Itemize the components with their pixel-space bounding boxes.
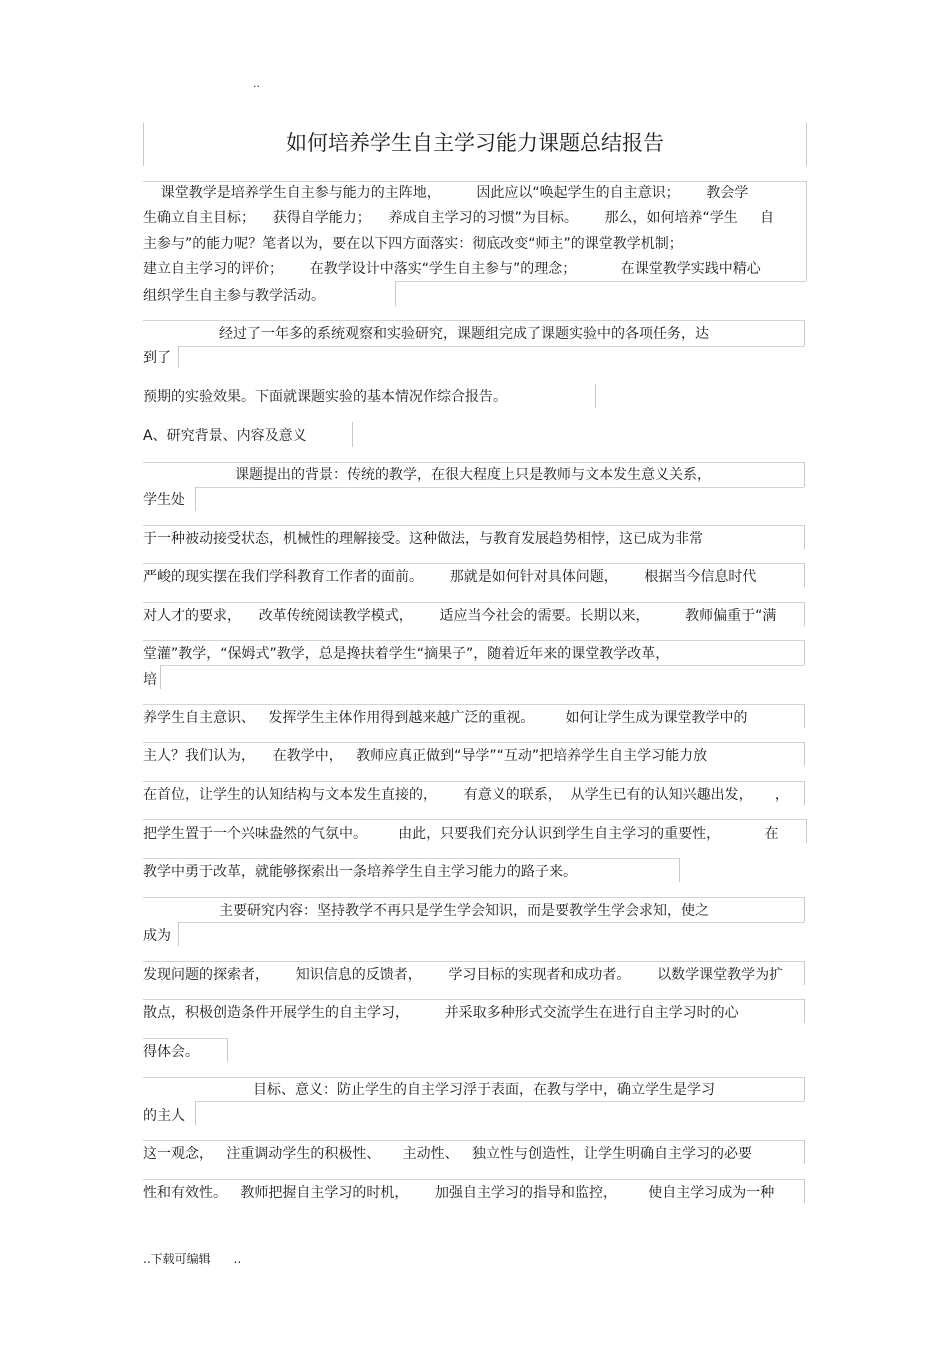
intro-line: 组织学生自主参与教学活动。 — [143, 288, 325, 304]
p3-line-rule — [143, 742, 804, 743]
p3-line-rule — [143, 563, 804, 564]
paragraph-4-line: 主要研究内容：坚持教学不再只是学生学会知识，而是要教学生学会求知，使之 — [219, 903, 709, 919]
section-heading-a: A、研究背景、内容及意义 — [143, 428, 307, 444]
paragraph-4-line: 发现问题的探索者， 知识信息的反馈者， 学习目标的实现者和成功者。 以数学课堂教学为扩 — [143, 967, 784, 983]
p3-line-right-rule — [804, 602, 805, 626]
intro-top-rule — [143, 181, 806, 182]
p3-line-left-rule — [160, 665, 161, 689]
p3-line-right-rule — [806, 819, 807, 843]
p3-line-rule — [143, 640, 804, 641]
intro-line: 课堂教学是培养学生自主参与能力的主阵地， 因此应以“唤起学生的自主意识； 教会学 — [143, 185, 749, 201]
p5-right-rule — [804, 1077, 805, 1101]
paragraph-3-line: 对人才的要求， 改革传统阅读教学模式， 适应当今社会的需要。长期以来， 教师偏重于“满 — [143, 608, 777, 624]
paragraph-3-line: 课题提出的背景：传统的教学，在很大程度上只是教师与文本发生意义关系， — [235, 467, 711, 483]
p3-line-right-rule — [679, 858, 680, 882]
paragraph-2-line: 到了 — [143, 350, 171, 366]
p3-line-right-rule — [804, 525, 805, 549]
p4-line-right-rule — [804, 999, 805, 1023]
paragraph-5-line: 的主人 — [143, 1108, 185, 1124]
paragraph-5-line: 目标、意义：防止学生的自主学习浮于表面，在教与学中，确立学生是学习 — [253, 1082, 715, 1098]
p5-mid-rule — [195, 1101, 804, 1102]
header-marker: .. — [253, 77, 260, 90]
p3-line-rule — [143, 525, 804, 526]
p3-top-rule — [143, 462, 804, 463]
paragraph-3-line: 培 — [143, 672, 157, 688]
paragraph-3-line: 养学生自主意识、 发挥学生主体作用得到越来越广泛的重视。 如何让学生成为课堂教学中的 — [143, 710, 748, 726]
p4-line-right-rule — [804, 961, 805, 985]
intro-line: 主参与”的能力呢？笔者以为，要在以下四方面落实：彻底改变“师主”的课堂教学机制； — [143, 236, 683, 252]
footer-note: ..下载可编辑 .. — [143, 1252, 242, 1266]
p5-line-right-rule — [804, 1140, 805, 1164]
p3-mid-rule — [195, 487, 804, 488]
paragraph-3-line: 于一种被动接受状态，机械性的理解接受。这种做法，与教育发展趋势相悖，这已成为非常 — [143, 531, 703, 547]
paragraph-3-line: 主人？我们认为， 在教学中， 教师应真正做到“导学”“互动”把培养学生自主学习能力放 — [143, 748, 708, 764]
paragraph-4-line: 成为 — [143, 928, 171, 944]
paragraph-3-line: 把学生置于一个兴味盎然的气氛中。 由此，只要我们充分认识到学生自主学习的重要性， 在 — [143, 826, 779, 842]
p4-top-rule — [143, 897, 804, 898]
p3-line-rule — [143, 858, 679, 859]
p3-line-right-rule — [804, 742, 805, 766]
p5-top-rule — [143, 1077, 804, 1078]
p3-line-rule — [143, 819, 806, 820]
paragraph-3-line: 堂灌”教学，“保姆式”教学，总是搀扶着学生“摘果子”，随着近年来的课堂教学改革， — [143, 646, 670, 662]
paragraph-5-line: 这一观念， 注重调动学生的积极性、 主动性、 独立性与创造性，让学生明确自主学习的必要 — [143, 1146, 752, 1162]
p3-line-right-rule — [804, 781, 805, 805]
p4-line-rule — [143, 999, 804, 1000]
p2-top-rule — [143, 320, 804, 321]
p3-right-rule — [804, 462, 805, 487]
p3-mid-left-rule — [195, 487, 196, 511]
p2-right-rule — [804, 320, 805, 346]
intro-bottom-rule — [395, 281, 806, 282]
p5-line-rule — [143, 1140, 804, 1141]
paragraph-4-line: 得体会。 — [143, 1044, 199, 1060]
document-title: 如何培养学生自主学习能力课题总结报告 — [286, 131, 664, 155]
p3-line-rule — [160, 665, 804, 666]
intro-line: 建立自主学习的评价； 在教学设计中落实“学生自主参与”的理念； 在课堂教学实践中精心 — [143, 261, 761, 277]
paragraph-3-line: 在首位，让学生的认知结构与文本发生直接的， 有意义的联系， 从学生已有的认知兴趣出发， ， — [143, 787, 789, 803]
paragraph-5-line: 性和有效性。 教师把握自主学习的时机， 加强自主学习的指导和监控， 使自主学习成为一种 — [143, 1185, 775, 1201]
p5-line-right-rule — [804, 1179, 805, 1203]
p2-mid-rule — [178, 346, 804, 347]
p4-line-rule — [143, 961, 804, 962]
p4-right-rule — [804, 897, 805, 922]
p2-mid-left-rule — [178, 346, 179, 368]
p3-line-rule — [143, 704, 804, 705]
section-a-rule — [352, 422, 353, 447]
p5-mid-left-rule — [195, 1101, 196, 1125]
p4-mid-left-rule — [178, 922, 179, 946]
p4-line-rule — [143, 1038, 227, 1039]
p2-end-rule — [595, 384, 596, 408]
p3-line-right-rule — [804, 563, 805, 587]
p3-line-rule — [143, 602, 804, 603]
paragraph-3-line: 教学中勇于改革，就能够探索出一条培养学生自主学习能力的路子来。 — [143, 864, 577, 880]
p4-mid-rule — [178, 922, 804, 923]
intro-right-rule — [806, 181, 807, 281]
intro-bottom-left-rule — [395, 281, 396, 306]
paragraph-4-line: 散点，积极创造条件开展学生的自主学习， 并采取多种形式交流学生在进行自主学习时的心 — [143, 1005, 739, 1021]
paragraph-2-line: 经过了一年多的系统观察和实验研究，课题组完成了课题实验中的各项任务，达 — [219, 326, 709, 342]
intro-line: 生确立自主目标； 获得自学能力； 养成自主学习的习惯”为目标。 那么，如何培养“学生 自 — [143, 210, 775, 226]
p5-line-rule — [143, 1179, 804, 1180]
paragraph-3-line: 严峻的现实摆在我们学科教育工作者的面前。 那就是如何针对具体问题， 根据当今信息时代 — [143, 569, 757, 585]
p4-line-right-rule — [227, 1038, 228, 1062]
p3-line-right-rule — [804, 640, 805, 665]
paragraph-2-line: 预期的实验效果。下面就课题实验的基本情况作综合报告。 — [143, 389, 507, 405]
paragraph-3-line: 学生处 — [143, 492, 185, 508]
p3-line-rule — [143, 781, 804, 782]
p3-line-right-rule — [804, 704, 805, 728]
